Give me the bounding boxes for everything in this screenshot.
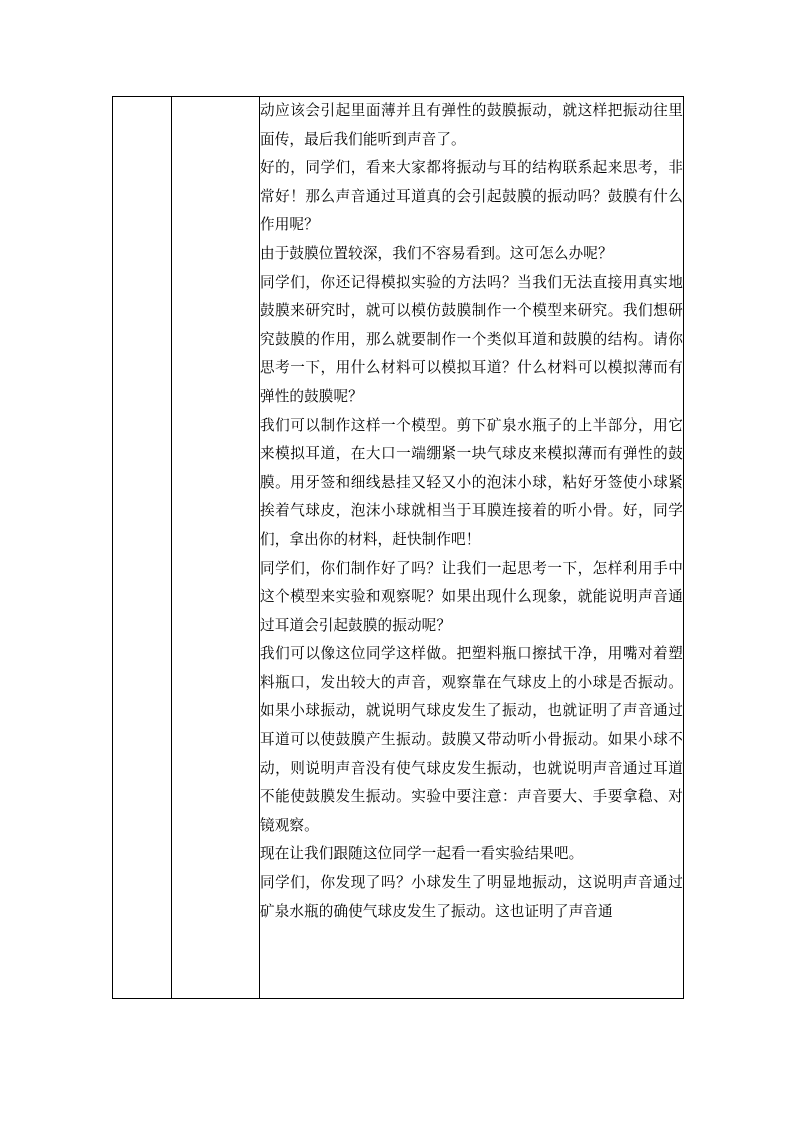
paragraph: 我们可以像这位同学这样做。把塑料瓶口擦拭干净，用嘴对着塑料瓶口，发出较大的声音，观察靠在气球皮上的小球是否振动。如果小球振动，就说明气球皮发生了振动，也就证明了声音通过耳道可以使鼓膜产生振动。鼓膜又带动听小骨振动。如果小球不动，则说明声音没有使气球皮发生振动，也就说明声音通过耳道不能使鼓膜发生振动。实验中要注意：声音要大、手要拿稳、对镜观察。 <box>260 645 683 834</box>
paragraph: 动应该会引起里面薄并且有弹性的鼓膜振动，就这样把振动往里面传，最后我们能听到声音了。 <box>260 102 683 148</box>
paragraph: 现在让我们跟随这位同学一起看一看实验结果吧。 <box>260 845 584 863</box>
activity-cell <box>172 97 260 999</box>
content-cell <box>260 97 684 999</box>
content-text <box>260 97 683 926</box>
table-row <box>113 97 684 999</box>
paragraph: 由于鼓膜位置较深，我们不容易看到。这可怎么办呢？ <box>260 244 613 262</box>
paragraph: 同学们，你发现了吗？小球发生了明显地振动，这说明声音通过矿泉水瓶的确使气球皮发生了振动。这也证明了声音通 <box>260 874 683 920</box>
paragraph: 我们可以制作这样一个模型。剪下矿泉水瓶子的上半部分，用它来模拟耳道，在大口一端绷紧一块气球皮来模拟薄而有弹性的鼓膜。用牙签和细线悬挂又轻又小的泡沫小球，粘好牙签使小球紧挨着气球皮，泡沫小球就相当于耳膜连接着的听小骨。好，同学们，拿出你的材料，赶快制作吧！ <box>260 416 683 548</box>
stage-cell <box>113 97 172 999</box>
paragraph: 同学们，你们制作好了吗？让我们一起思考一下，怎样利用手中这个模型来实验和观察呢？如果出现什么现象，就能说明声音通过耳道会引起鼓膜的振动呢？ <box>260 559 683 634</box>
lesson-plan-table <box>112 96 684 999</box>
paragraph: 同学们，你还记得模拟实验的方法吗？当我们无法直接用真实地鼓膜来研究时，就可以模仿鼓膜制作一个模型来研究。我们想研究鼓膜的作用，那么就要制作一个类似耳道和鼓膜的结构。请你思考一下，用什么材料可以模拟耳道？什么材料可以模拟薄而有弹性的鼓膜呢？ <box>260 273 683 405</box>
paragraph: 好的，同学们，看来大家都将振动与耳的结构联系起来思考，非常好！那么声音通过耳道真的会引起鼓膜的振动吗？鼓膜有什么作用呢？ <box>260 159 683 234</box>
